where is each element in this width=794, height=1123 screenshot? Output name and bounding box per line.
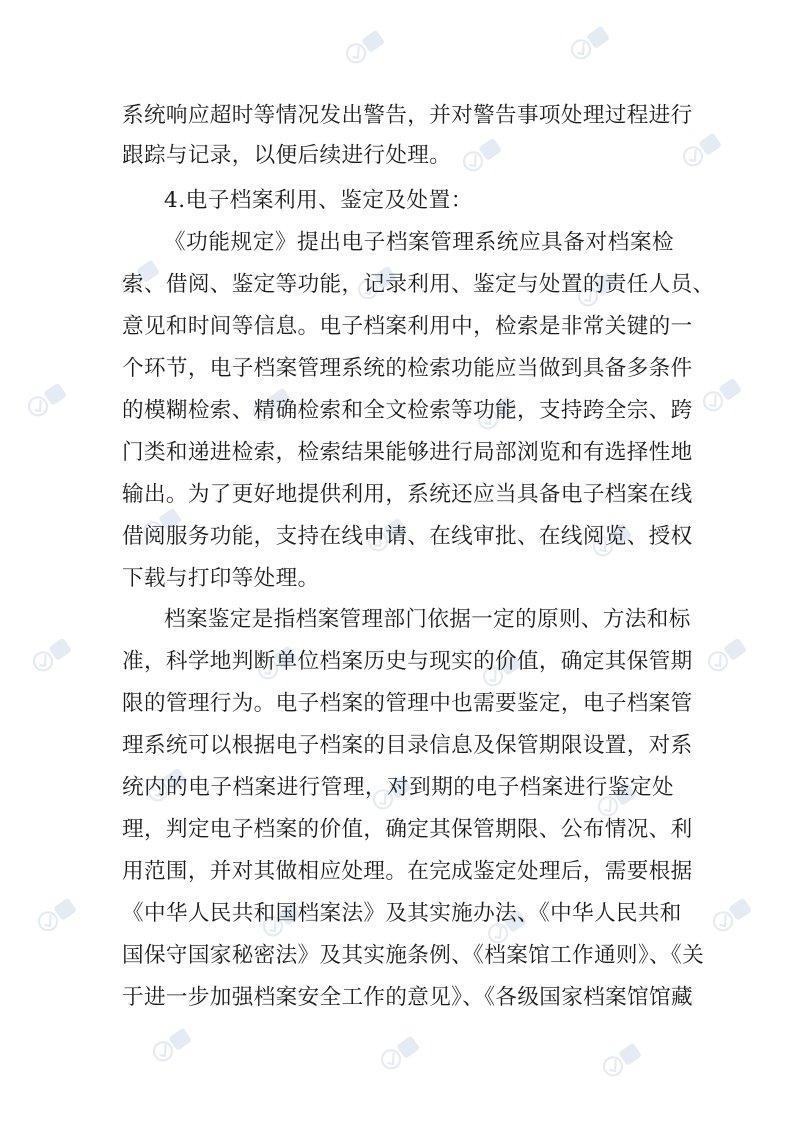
- body-text-line: 理，判定电子档案的价值，确定其保管期限、公布情况、利: [122, 817, 693, 842]
- body-text-line: 国保守国家秘密法》及其实施条例、《档案馆工作通则》、《关: [122, 943, 705, 968]
- body-text-line: 统内的电子档案进行管理，对到期的电子档案进行鉴定处: [122, 775, 674, 800]
- body-text-line: 索、借阅、鉴定等功能，记录利用、鉴定与处置的责任人员、: [122, 272, 715, 297]
- body-text-line: 限的管理行为。电子档案的管理中也需要鉴定，电子档案管: [122, 691, 693, 716]
- body-text-line: 理系统可以根据电子档案的目录信息及保管期限设置，对系: [122, 733, 693, 758]
- body-text-line: 意见和时间等信息。电子档案利用中，检索是非常关键的一: [122, 314, 693, 339]
- paragraph-first-line: 档案鉴定是指档案管理部门依据一定的原则、方法和标: [164, 607, 691, 632]
- body-text-line: 《中华人民共和国档案法》及其实施办法、《中华人民共和: [122, 901, 682, 926]
- body-text-line: 的模糊检索、精确检索和全文检索等功能，支持跨全宗、跨: [122, 398, 693, 423]
- section-heading: 4.电子档案利用、鉴定及处置：: [164, 188, 473, 213]
- body-text-line: 准，科学地判断单位档案历史与现实的价值，确定其保管期: [122, 649, 693, 674]
- body-text-line: 借阅服务功能，支持在线申请、在线审批、在线阅览、授权: [122, 524, 693, 549]
- body-text-line: 下载与打印等处理。: [122, 566, 320, 591]
- body-text-line: 用范围，并对其做相应处理。在完成鉴定处理后，需要根据: [122, 859, 693, 884]
- body-text-line: 于进一步加强档案安全工作的意见》、《各级国家档案馆馆藏: [122, 985, 693, 1010]
- paragraph-first-line: 《功能规定》提出电子档案管理系统应具备对档案检: [164, 230, 674, 255]
- body-text-line: 输出。为了更好地提供利用，系统还应当具备电子档案在线: [122, 482, 693, 507]
- body-text-line: 跟踪与记录，以便后续进行处理。: [122, 143, 452, 168]
- body-text-line: 系统响应超时等情况发出警告，并对警告事项处理过程进行: [122, 103, 693, 128]
- body-text-line: 个环节，电子档案管理系统的检索功能应当做到具备多条件: [122, 356, 693, 381]
- body-text-line: 门类和递进检索，检索结果能够进行局部浏览和有选择性地: [122, 440, 693, 465]
